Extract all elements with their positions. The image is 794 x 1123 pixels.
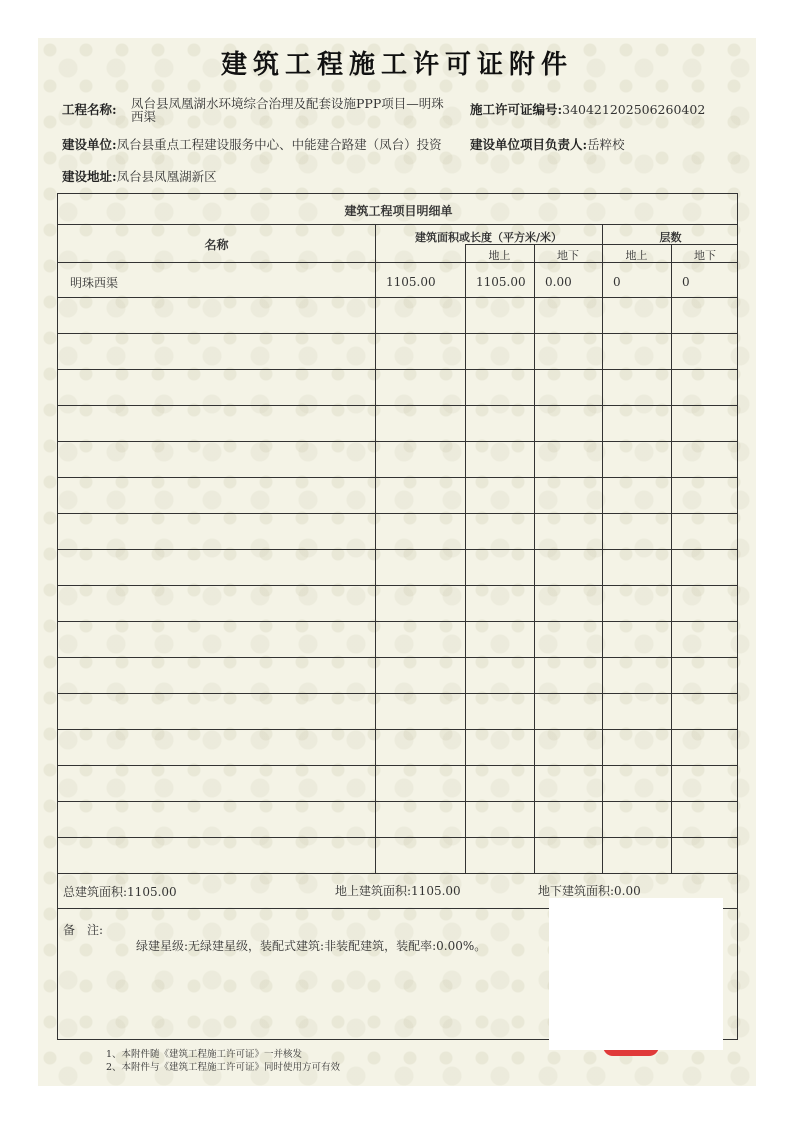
construction-unit: 建设单位:凤台县重点工程建设服务中心、中能建合路建（凤台）投资: [62, 137, 442, 152]
row-total-area: 1105.00: [386, 275, 436, 289]
permit-number: 施工许可证编号:340421202506260402: [470, 102, 706, 117]
area-below-header: 地下: [557, 249, 579, 262]
column-area-header: 建筑面积或长度（平方米/米）: [414, 231, 563, 244]
unit-project-leader: 建设单位项目负责人:岳粹校: [470, 137, 625, 152]
document-title: 建筑工程施工许可证附件: [220, 50, 573, 80]
above-ground-area: 地上建筑面积:1105.00: [335, 884, 461, 898]
column-floors-header: 层数: [659, 231, 682, 244]
project-name-value: 凤台县凤凰湖水环境综合治理及配套设施PPP项目—明珠 西渠: [131, 96, 444, 124]
below-ground-area: 地下建筑面积:0.00: [538, 884, 641, 898]
table-title: 建筑工程项目明细单: [344, 204, 453, 218]
row-floors-below: 0: [682, 275, 690, 289]
remarks-label: 备 注:: [63, 923, 104, 937]
project-name-label: 工程名称:: [62, 102, 117, 117]
row-area-above: 1105.00: [476, 275, 526, 289]
floors-above-header: 地上: [625, 249, 648, 262]
row-name: 明珠西渠: [70, 276, 119, 290]
footnote-2: 2、本附件与《建筑工程施工许可证》同时使用方可有效: [106, 1062, 341, 1073]
row-area-below: 0.00: [545, 275, 572, 289]
total-area: 总建筑面积:1105.00: [63, 885, 177, 899]
floors-below-header: 地下: [694, 249, 716, 262]
column-name-header: 名称: [204, 238, 229, 252]
redaction-box: [549, 898, 723, 1050]
footnote-1: 1、本附件随《建筑工程施工许可证》一并核发: [106, 1049, 303, 1060]
construction-address: 建设地址:凤台县凤凰湖新区: [62, 169, 217, 184]
area-above-header: 地上: [488, 249, 511, 262]
remarks-text: 绿建星级:无绿建星级，装配式建筑:非装配建筑，装配率:0.00%。: [136, 939, 487, 953]
row-floors-above: 0: [613, 275, 621, 289]
